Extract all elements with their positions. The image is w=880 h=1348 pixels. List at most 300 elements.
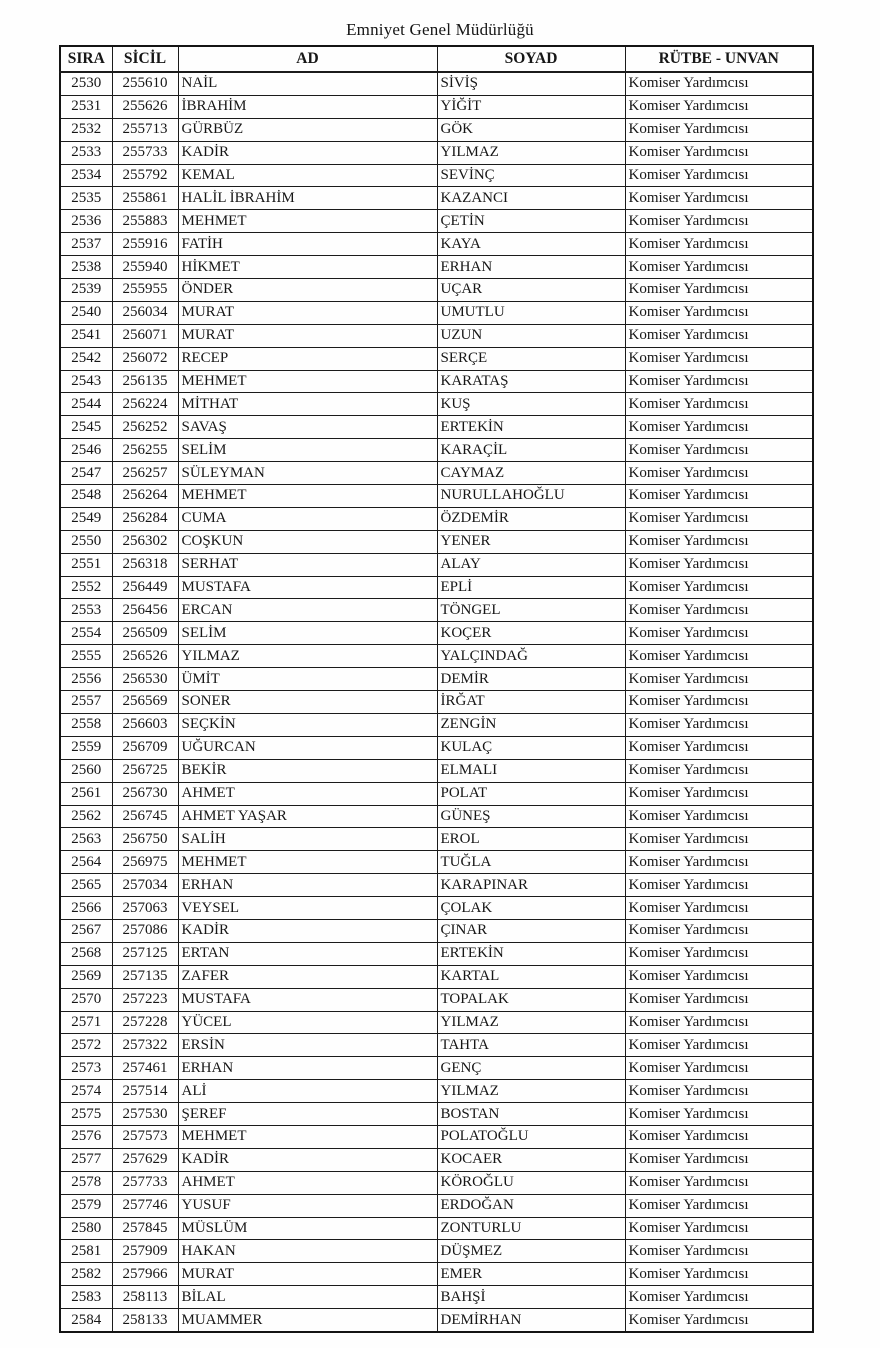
cell-soyad: KAYA (437, 233, 625, 256)
cell-sira: 2551 (60, 553, 112, 576)
cell-rutbe-unvan: Komiser Yardımcısı (625, 1057, 813, 1080)
cell-sicil: 257845 (112, 1217, 178, 1240)
cell-soyad: KAZANCI (437, 187, 625, 210)
cell-sicil: 255792 (112, 164, 178, 187)
table-row (60, 1194, 813, 1217)
cell-ad: ERSİN (178, 1034, 437, 1057)
table-row (60, 622, 813, 645)
cell-rutbe-unvan: Komiser Yardımcısı (625, 1194, 813, 1217)
cell-soyad: GÜNEŞ (437, 805, 625, 828)
cell-ad: AHMET (178, 782, 437, 805)
cell-sira: 2553 (60, 599, 112, 622)
cell-sira: 2556 (60, 668, 112, 691)
cell-rutbe-unvan: Komiser Yardımcısı (625, 897, 813, 920)
cell-ad: KADİR (178, 141, 437, 164)
cell-sicil: 255713 (112, 118, 178, 141)
cell-ad: MUSTAFA (178, 988, 437, 1011)
cell-sicil: 256252 (112, 416, 178, 439)
cell-soyad: KULAÇ (437, 736, 625, 759)
table-row (60, 1171, 813, 1194)
table-row (60, 1103, 813, 1126)
cell-soyad: SERÇE (437, 347, 625, 370)
cell-ad: HİKMET (178, 256, 437, 279)
cell-sira: 2569 (60, 965, 112, 988)
personnel-table (59, 45, 814, 1333)
cell-rutbe-unvan: Komiser Yardımcısı (625, 507, 813, 530)
table-row (60, 576, 813, 599)
cell-sira: 2566 (60, 897, 112, 920)
cell-sicil: 257228 (112, 1011, 178, 1034)
cell-ad: MUAMMER (178, 1309, 437, 1332)
cell-sicil: 257733 (112, 1171, 178, 1194)
cell-soyad: DÜŞMEZ (437, 1240, 625, 1263)
cell-soyad: ERHAN (437, 256, 625, 279)
cell-sira: 2574 (60, 1080, 112, 1103)
cell-ad: SONER (178, 691, 437, 714)
table-row (60, 599, 813, 622)
cell-ad: MURAT (178, 301, 437, 324)
cell-soyad: KOÇER (437, 622, 625, 645)
cell-rutbe-unvan: Komiser Yardımcısı (625, 393, 813, 416)
cell-sira: 2571 (60, 1011, 112, 1034)
column-header-sicil: SİCİL (112, 46, 178, 72)
cell-soyad: SEVİNÇ (437, 164, 625, 187)
cell-soyad: YILMAZ (437, 141, 625, 164)
cell-sicil: 256750 (112, 828, 178, 851)
cell-sira: 2562 (60, 805, 112, 828)
cell-sira: 2563 (60, 828, 112, 851)
table-row (60, 1125, 813, 1148)
cell-sicil: 257034 (112, 874, 178, 897)
cell-rutbe-unvan: Komiser Yardımcısı (625, 1080, 813, 1103)
page-title: Emniyet Genel Müdürlüğü (346, 20, 534, 39)
cell-soyad: KARAÇİL (437, 439, 625, 462)
cell-sira: 2558 (60, 713, 112, 736)
table-row (60, 256, 813, 279)
table-row (60, 439, 813, 462)
cell-ad: SERHAT (178, 553, 437, 576)
cell-soyad: ALAY (437, 553, 625, 576)
cell-ad: İBRAHİM (178, 95, 437, 118)
cell-sicil: 258133 (112, 1309, 178, 1332)
cell-rutbe-unvan: Komiser Yardımcısı (625, 713, 813, 736)
cell-sicil: 257322 (112, 1034, 178, 1057)
table-row (60, 645, 813, 668)
cell-rutbe-unvan: Komiser Yardımcısı (625, 118, 813, 141)
cell-sicil: 258113 (112, 1286, 178, 1309)
table-row (60, 691, 813, 714)
cell-sira: 2576 (60, 1125, 112, 1148)
cell-sicil: 256509 (112, 622, 178, 645)
cell-sicil: 256709 (112, 736, 178, 759)
cell-soyad: ÇETİN (437, 210, 625, 233)
table-row (60, 1263, 813, 1286)
cell-ad: GÜRBÜZ (178, 118, 437, 141)
cell-ad: SELİM (178, 622, 437, 645)
cell-soyad: BAHŞİ (437, 1286, 625, 1309)
cell-rutbe-unvan: Komiser Yardımcısı (625, 279, 813, 302)
table-row (60, 874, 813, 897)
table-row (60, 164, 813, 187)
cell-soyad: ÖZDEMİR (437, 507, 625, 530)
cell-rutbe-unvan: Komiser Yardımcısı (625, 919, 813, 942)
table-row (60, 736, 813, 759)
cell-rutbe-unvan: Komiser Yardımcısı (625, 187, 813, 210)
cell-ad: BİLAL (178, 1286, 437, 1309)
cell-sicil: 256725 (112, 759, 178, 782)
cell-sira: 2559 (60, 736, 112, 759)
cell-rutbe-unvan: Komiser Yardımcısı (625, 1103, 813, 1126)
cell-ad: MUSTAFA (178, 576, 437, 599)
cell-ad: YILMAZ (178, 645, 437, 668)
cell-ad: KEMAL (178, 164, 437, 187)
cell-sira: 2549 (60, 507, 112, 530)
cell-ad: ERTAN (178, 942, 437, 965)
cell-ad: MURAT (178, 324, 437, 347)
cell-sira: 2575 (60, 1103, 112, 1126)
cell-sicil: 257135 (112, 965, 178, 988)
cell-sicil: 256284 (112, 507, 178, 530)
cell-soyad: EMER (437, 1263, 625, 1286)
cell-rutbe-unvan: Komiser Yardımcısı (625, 645, 813, 668)
cell-sicil: 255883 (112, 210, 178, 233)
cell-sira: 2538 (60, 256, 112, 279)
cell-ad: ÜMİT (178, 668, 437, 691)
cell-ad: MEHMET (178, 851, 437, 874)
cell-sicil: 256456 (112, 599, 178, 622)
table-row (60, 370, 813, 393)
table-row (60, 828, 813, 851)
cell-soyad: TUĞLA (437, 851, 625, 874)
cell-sicil: 256071 (112, 324, 178, 347)
table-row (60, 187, 813, 210)
cell-sicil: 257461 (112, 1057, 178, 1080)
cell-sicil: 256072 (112, 347, 178, 370)
cell-sira: 2584 (60, 1309, 112, 1332)
table-row (60, 553, 813, 576)
column-header-sira: SIRA (60, 46, 112, 72)
cell-sira: 2535 (60, 187, 112, 210)
table-row (60, 942, 813, 965)
cell-ad: FATİH (178, 233, 437, 256)
cell-soyad: YILMAZ (437, 1011, 625, 1034)
table-row (60, 301, 813, 324)
cell-soyad: KUŞ (437, 393, 625, 416)
cell-ad: SELİM (178, 439, 437, 462)
cell-sira: 2583 (60, 1286, 112, 1309)
cell-sira: 2581 (60, 1240, 112, 1263)
cell-soyad: TAHTA (437, 1034, 625, 1057)
cell-ad: RECEP (178, 347, 437, 370)
cell-soyad: UZUN (437, 324, 625, 347)
cell-sira: 2570 (60, 988, 112, 1011)
cell-sira: 2548 (60, 485, 112, 508)
cell-sira: 2580 (60, 1217, 112, 1240)
cell-ad: NAİL (178, 72, 437, 95)
cell-sicil: 255916 (112, 233, 178, 256)
cell-sira: 2536 (60, 210, 112, 233)
cell-ad: ERHAN (178, 1057, 437, 1080)
cell-sira: 2564 (60, 851, 112, 874)
cell-sira: 2555 (60, 645, 112, 668)
table-row (60, 1286, 813, 1309)
table-row (60, 851, 813, 874)
cell-sicil: 255733 (112, 141, 178, 164)
cell-sira: 2561 (60, 782, 112, 805)
column-header-soyad: SOYAD (437, 46, 625, 72)
cell-soyad: SİVİŞ (437, 72, 625, 95)
cell-rutbe-unvan: Komiser Yardımcısı (625, 736, 813, 759)
cell-ad: MEHMET (178, 485, 437, 508)
cell-sira: 2542 (60, 347, 112, 370)
table-row (60, 1034, 813, 1057)
table-row (60, 1080, 813, 1103)
cell-ad: AHMET YAŞAR (178, 805, 437, 828)
cell-rutbe-unvan: Komiser Yardımcısı (625, 576, 813, 599)
table-header (60, 46, 813, 72)
table-row (60, 759, 813, 782)
cell-sicil: 256264 (112, 485, 178, 508)
table-row (60, 233, 813, 256)
cell-ad: ÖNDER (178, 279, 437, 302)
table-row (60, 805, 813, 828)
cell-sicil: 256745 (112, 805, 178, 828)
cell-rutbe-unvan: Komiser Yardımcısı (625, 1034, 813, 1057)
cell-soyad: YALÇINDAĞ (437, 645, 625, 668)
cell-ad: HALİL İBRAHİM (178, 187, 437, 210)
table-row (60, 1148, 813, 1171)
cell-sicil: 255940 (112, 256, 178, 279)
cell-sira: 2572 (60, 1034, 112, 1057)
cell-soyad: ERDOĞAN (437, 1194, 625, 1217)
cell-soyad: CAYMAZ (437, 462, 625, 485)
cell-soyad: KARATAŞ (437, 370, 625, 393)
cell-ad: ZAFER (178, 965, 437, 988)
column-header-ad: AD (178, 46, 437, 72)
cell-rutbe-unvan: Komiser Yardımcısı (625, 988, 813, 1011)
cell-sicil: 256135 (112, 370, 178, 393)
cell-soyad: ERTEKİN (437, 942, 625, 965)
cell-rutbe-unvan: Komiser Yardımcısı (625, 553, 813, 576)
cell-soyad: ÇINAR (437, 919, 625, 942)
table-row (60, 965, 813, 988)
table-row (60, 416, 813, 439)
table-row (60, 1057, 813, 1080)
cell-sicil: 257573 (112, 1125, 178, 1148)
cell-sira: 2560 (60, 759, 112, 782)
cell-sicil: 256603 (112, 713, 178, 736)
cell-sicil: 256255 (112, 439, 178, 462)
cell-ad: ERCAN (178, 599, 437, 622)
cell-rutbe-unvan: Komiser Yardımcısı (625, 851, 813, 874)
table-row (60, 118, 813, 141)
cell-ad: YÜCEL (178, 1011, 437, 1034)
cell-sira: 2577 (60, 1148, 112, 1171)
cell-rutbe-unvan: Komiser Yardımcısı (625, 622, 813, 645)
cell-soyad: ZONTURLU (437, 1217, 625, 1240)
cell-soyad: KOCAER (437, 1148, 625, 1171)
cell-rutbe-unvan: Komiser Yardımcısı (625, 1240, 813, 1263)
cell-rutbe-unvan: Komiser Yardımcısı (625, 72, 813, 95)
cell-sicil: 255955 (112, 279, 178, 302)
table-row (60, 988, 813, 1011)
cell-rutbe-unvan: Komiser Yardımcısı (625, 1125, 813, 1148)
cell-sira: 2565 (60, 874, 112, 897)
cell-sira: 2541 (60, 324, 112, 347)
cell-sicil: 256257 (112, 462, 178, 485)
cell-rutbe-unvan: Komiser Yardımcısı (625, 828, 813, 851)
column-header-rutbe-unvan: RÜTBE - UNVAN (625, 46, 813, 72)
cell-rutbe-unvan: Komiser Yardımcısı (625, 462, 813, 485)
cell-sicil: 257746 (112, 1194, 178, 1217)
cell-soyad: GENÇ (437, 1057, 625, 1080)
cell-ad: YUSUF (178, 1194, 437, 1217)
cell-rutbe-unvan: Komiser Yardımcısı (625, 1217, 813, 1240)
table-body (60, 72, 813, 1332)
cell-sicil: 257966 (112, 1263, 178, 1286)
cell-sira: 2552 (60, 576, 112, 599)
cell-rutbe-unvan: Komiser Yardımcısı (625, 668, 813, 691)
table-row (60, 210, 813, 233)
cell-soyad: KARAPINAR (437, 874, 625, 897)
cell-rutbe-unvan: Komiser Yardımcısı (625, 347, 813, 370)
cell-ad: MÜSLÜM (178, 1217, 437, 1240)
table-row (60, 668, 813, 691)
cell-sicil: 257086 (112, 919, 178, 942)
cell-ad: ERHAN (178, 874, 437, 897)
cell-soyad: YENER (437, 530, 625, 553)
cell-soyad: ELMALI (437, 759, 625, 782)
cell-ad: MEHMET (178, 1125, 437, 1148)
cell-sicil: 256975 (112, 851, 178, 874)
cell-ad: MURAT (178, 1263, 437, 1286)
cell-sicil: 256034 (112, 301, 178, 324)
cell-rutbe-unvan: Komiser Yardımcısı (625, 210, 813, 233)
table-row (60, 1217, 813, 1240)
table-header-row (60, 46, 813, 72)
table-row (60, 141, 813, 164)
cell-ad: UĞURCAN (178, 736, 437, 759)
cell-ad: HAKAN (178, 1240, 437, 1263)
cell-sicil: 257125 (112, 942, 178, 965)
cell-rutbe-unvan: Komiser Yardımcısı (625, 530, 813, 553)
cell-soyad: UÇAR (437, 279, 625, 302)
cell-soyad: EPLİ (437, 576, 625, 599)
cell-soyad: ERTEKİN (437, 416, 625, 439)
cell-sicil: 256730 (112, 782, 178, 805)
cell-ad: ŞEREF (178, 1103, 437, 1126)
cell-sicil: 256569 (112, 691, 178, 714)
cell-soyad: TÖNGEL (437, 599, 625, 622)
cell-sira: 2543 (60, 370, 112, 393)
cell-ad: SÜLEYMAN (178, 462, 437, 485)
cell-soyad: UMUTLU (437, 301, 625, 324)
cell-sira: 2547 (60, 462, 112, 485)
table-row (60, 919, 813, 942)
cell-ad: VEYSEL (178, 897, 437, 920)
cell-rutbe-unvan: Komiser Yardımcısı (625, 1011, 813, 1034)
table-row (60, 279, 813, 302)
cell-ad: COŞKUN (178, 530, 437, 553)
cell-sira: 2554 (60, 622, 112, 645)
cell-rutbe-unvan: Komiser Yardımcısı (625, 1171, 813, 1194)
cell-rutbe-unvan: Komiser Yardımcısı (625, 370, 813, 393)
cell-ad: SALİH (178, 828, 437, 851)
table-row (60, 393, 813, 416)
cell-rutbe-unvan: Komiser Yardımcısı (625, 1309, 813, 1332)
cell-sicil: 256449 (112, 576, 178, 599)
cell-sicil: 255861 (112, 187, 178, 210)
cell-sicil: 256526 (112, 645, 178, 668)
table-row (60, 1011, 813, 1034)
cell-soyad: POLAT (437, 782, 625, 805)
cell-soyad: POLATOĞLU (437, 1125, 625, 1148)
cell-sicil: 256302 (112, 530, 178, 553)
cell-soyad: ÇOLAK (437, 897, 625, 920)
cell-sira: 2530 (60, 72, 112, 95)
cell-rutbe-unvan: Komiser Yardımcısı (625, 1263, 813, 1286)
table-row (60, 1309, 813, 1332)
cell-rutbe-unvan: Komiser Yardımcısı (625, 691, 813, 714)
cell-soyad: NURULLAHOĞLU (437, 485, 625, 508)
cell-sira: 2567 (60, 919, 112, 942)
cell-soyad: DEMİR (437, 668, 625, 691)
cell-rutbe-unvan: Komiser Yardımcısı (625, 95, 813, 118)
cell-rutbe-unvan: Komiser Yardımcısı (625, 439, 813, 462)
cell-sira: 2557 (60, 691, 112, 714)
cell-sicil: 256224 (112, 393, 178, 416)
cell-soyad: DEMİRHAN (437, 1309, 625, 1332)
cell-sicil: 257514 (112, 1080, 178, 1103)
cell-ad: ALİ (178, 1080, 437, 1103)
table-row (60, 95, 813, 118)
cell-rutbe-unvan: Komiser Yardımcısı (625, 1286, 813, 1309)
cell-sira: 2537 (60, 233, 112, 256)
cell-ad: KADİR (178, 919, 437, 942)
table-row (60, 1240, 813, 1263)
cell-rutbe-unvan: Komiser Yardımcısı (625, 233, 813, 256)
cell-soyad: GÖK (437, 118, 625, 141)
cell-rutbe-unvan: Komiser Yardımcısı (625, 256, 813, 279)
table-row (60, 713, 813, 736)
cell-rutbe-unvan: Komiser Yardımcısı (625, 324, 813, 347)
cell-ad: CUMA (178, 507, 437, 530)
cell-sira: 2532 (60, 118, 112, 141)
cell-rutbe-unvan: Komiser Yardımcısı (625, 874, 813, 897)
cell-sicil: 256318 (112, 553, 178, 576)
cell-soyad: YILMAZ (437, 1080, 625, 1103)
cell-rutbe-unvan: Komiser Yardımcısı (625, 782, 813, 805)
cell-sira: 2579 (60, 1194, 112, 1217)
cell-sicil: 257909 (112, 1240, 178, 1263)
cell-ad: MEHMET (178, 210, 437, 233)
cell-rutbe-unvan: Komiser Yardımcısı (625, 759, 813, 782)
cell-ad: BEKİR (178, 759, 437, 782)
cell-sira: 2533 (60, 141, 112, 164)
cell-soyad: ZENGİN (437, 713, 625, 736)
table-row (60, 462, 813, 485)
cell-ad: SEÇKİN (178, 713, 437, 736)
table-row (60, 485, 813, 508)
cell-rutbe-unvan: Komiser Yardımcısı (625, 1148, 813, 1171)
cell-sira: 2550 (60, 530, 112, 553)
cell-sira: 2573 (60, 1057, 112, 1080)
cell-rutbe-unvan: Komiser Yardımcısı (625, 416, 813, 439)
table-row (60, 507, 813, 530)
table-row (60, 897, 813, 920)
cell-soyad: KÖROĞLU (437, 1171, 625, 1194)
cell-sicil: 257629 (112, 1148, 178, 1171)
